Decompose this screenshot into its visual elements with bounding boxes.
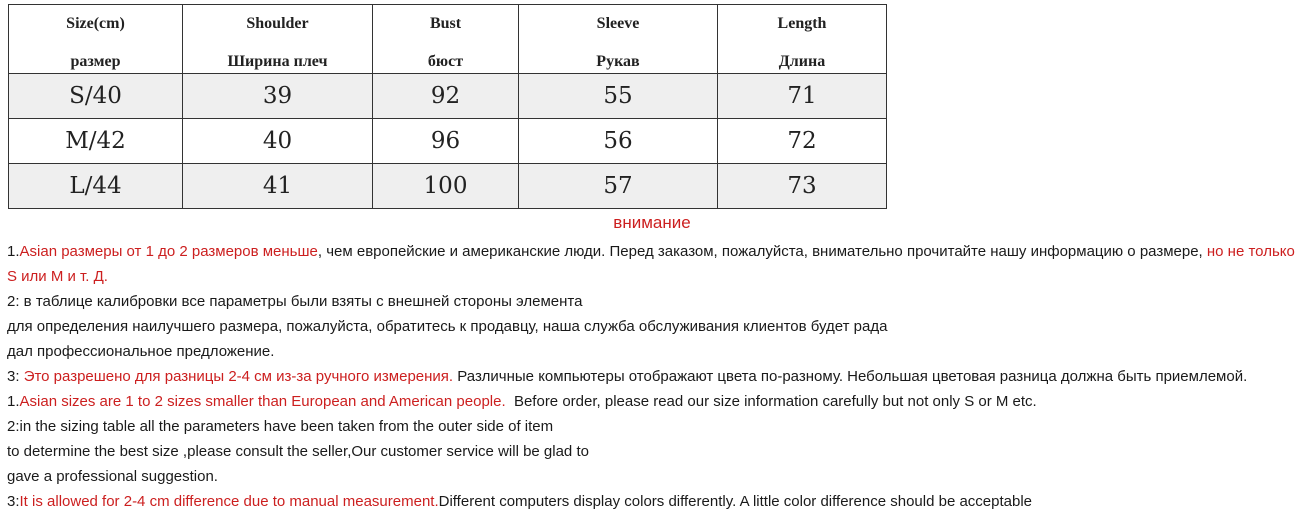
cell-length: 73 [718, 164, 887, 209]
table-row [9, 164, 887, 209]
header-sleeve-ru: Рукав [596, 53, 640, 70]
cell-shoulder: 40 [183, 119, 373, 164]
table-header-row [9, 5, 887, 74]
note-ru-2-line-1: 2: в таблице калибровки все параметры были взяты с внешней стороны элемента [7, 293, 583, 310]
cell-sleeve: 57 [519, 164, 718, 209]
note-ru-3-number: 3: [7, 368, 24, 385]
cell-shoulder: 39 [183, 74, 373, 119]
header-size-ru: размер [70, 53, 121, 70]
cell-bust: 100 [373, 164, 519, 209]
note-ru-1 [7, 239, 1295, 289]
cell-size: M/42 [9, 119, 183, 164]
note-en-1-number: 1. [7, 393, 20, 410]
note-ru-3 [7, 364, 1295, 389]
note-en-1 [7, 389, 1295, 414]
header-size-en: Size(cm) [66, 15, 125, 32]
note-ru-3-text: Различные компьютеры отображают цвета по-разному. Небольшая цветовая разница должна быть приемлемой. [453, 368, 1248, 385]
size-chart-table [8, 4, 887, 209]
table-row [9, 119, 887, 164]
header-sleeve-en: Sleeve [596, 15, 640, 32]
header-length [718, 5, 887, 74]
cell-sleeve: 55 [519, 74, 718, 119]
header-sleeve [519, 5, 718, 74]
cell-sleeve: 56 [519, 119, 718, 164]
header-shoulder-ru: Ширина плеч [227, 53, 328, 70]
note-ru-2-line-2: для определения наилучшего размера, пожалуйста, обратитесь к продавцу, наша служба обслуживания клиентов будет рада [7, 318, 888, 335]
note-en-3 [7, 489, 1295, 514]
cell-size: S/40 [9, 74, 183, 119]
note-en-1-text: Before order, please read our size information carefully but not only S or M etc. [505, 393, 1037, 410]
table-row [9, 74, 887, 119]
cell-size: L/44 [9, 164, 183, 209]
note-en-2-line-3: gave a professional suggestion. [7, 468, 218, 485]
header-shoulder [183, 5, 373, 74]
note-en-1-highlight: Asian sizes are 1 to 2 sizes smaller than European and American people. [19, 393, 506, 410]
note-ru-1-text: , чем европейские и американские люди. Перед заказом, пожалуйста, внимательно прочитайте нашу информацию о размере, [317, 243, 1207, 260]
note-ru-2-line-3: дал профессиональное предложение. [7, 343, 275, 360]
cell-length: 72 [718, 119, 887, 164]
note-en-3-highlight: It is allowed for 2-4 cm difference due to manual measurement. [19, 493, 439, 510]
cell-shoulder: 41 [183, 164, 373, 209]
note-en-3-number: 3: [7, 493, 20, 510]
note-ru-1-number: 1. [7, 243, 20, 260]
header-bust-en: Bust [429, 15, 462, 32]
header-size [9, 5, 183, 74]
cell-bust: 96 [373, 119, 519, 164]
header-bust-ru: бюст [427, 53, 464, 70]
note-ru-1-highlight: Asian размеры от 1 до 2 размеров меньше [19, 243, 318, 260]
header-bust [373, 5, 519, 74]
header-length-en: Length [777, 15, 827, 32]
header-length-ru: Длина [778, 53, 826, 70]
size-notes [7, 239, 1295, 514]
note-ru-3-highlight: Это разрешено для разницы 2-4 см из-за ручного измерения. [23, 368, 454, 385]
cell-length: 71 [718, 74, 887, 119]
header-shoulder-en: Shoulder [246, 15, 309, 32]
note-en-2-line-2: to determine the best size ,please consult the seller,Our customer service will be glad to [7, 443, 589, 460]
note-en-3-text: Different computers display colors differently. A little color difference should be acceptable [438, 493, 1033, 510]
notice-heading: внимание [613, 213, 691, 232]
note-ru-1-highlight-end: но не только S или M и т. Д. [7, 243, 1295, 285]
cell-bust: 92 [373, 74, 519, 119]
note-en-2-line-1: 2:in the sizing table all the parameters have been taken from the outer side of item [7, 418, 554, 435]
